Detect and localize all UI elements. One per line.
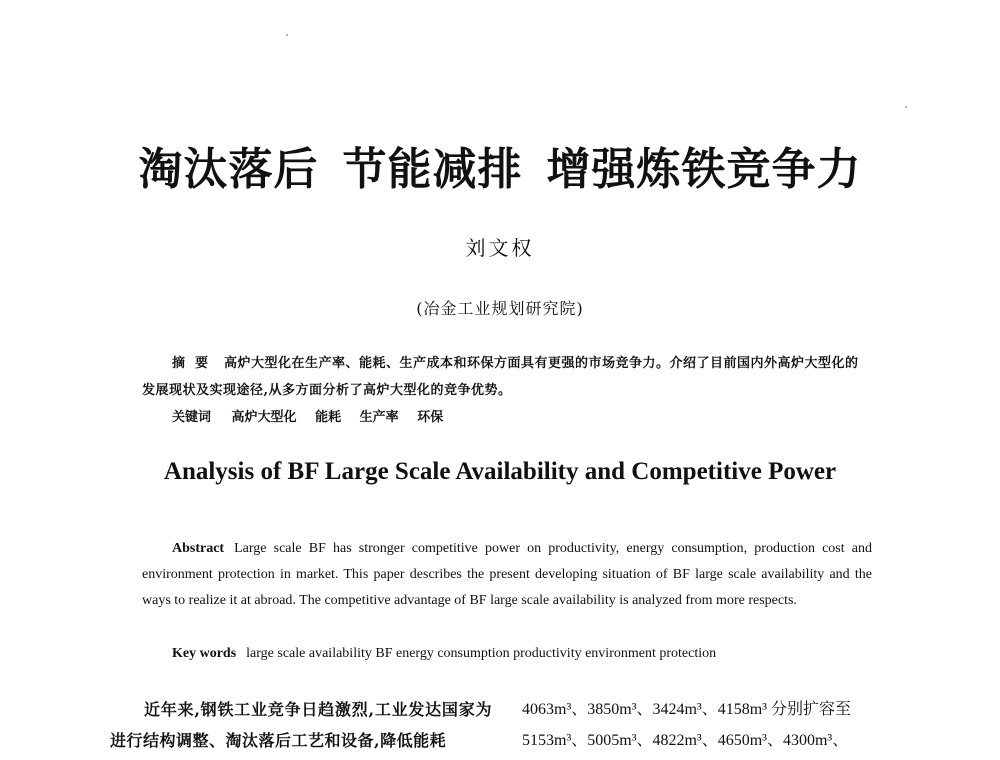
chinese-keyword: 生产率 <box>359 410 399 425</box>
author-name: 刘文权 <box>465 236 535 260</box>
chinese-keywords-label: 关键词 <box>172 410 212 425</box>
body-right-line: 4063m³、3850m³、3424m³、4158m³ 分别扩容至 <box>522 701 851 718</box>
chinese-keyword: 环保 <box>417 410 444 425</box>
english-keywords <box>172 641 716 667</box>
body-right-column <box>522 694 912 756</box>
english-abstract <box>142 536 872 614</box>
english-keywords-text: large scale availability BF energy consumption productivity environment protection <box>246 646 717 661</box>
title-part-1: 淘汰落后 <box>138 144 319 195</box>
english-abstract-text: Large scale BF has stronger competitive power on productivity, energy consumption, production cost and environment protection in market. This paper describes the present developing situation of BF large scale availability and the ways to realize it at abroad. The competitive advantage of BF large scale availability is analyzed from more respects. <box>142 541 872 608</box>
author-affiliation: (冶金工业规划研究院) <box>416 299 584 318</box>
english-keywords-label: Key words <box>172 646 237 661</box>
body-right-line: 5153m³、5005m³、4822m³、4650m³、4300m³、 <box>522 732 849 749</box>
title-part-3: 增强炼铁竞争力 <box>546 144 862 195</box>
chinese-keywords <box>172 404 443 431</box>
english-abstract-label: Abstract <box>172 541 225 556</box>
title-part-2: 节能减排 <box>342 144 523 195</box>
chinese-abstract-text: 高炉大型化在生产率、能耗、生产成本和环保方面具有更强的市场竞争力。介绍了目前国内外高炉大型化的发展现状及实现途径,从多方面分析了高炉大型化的竞争优势。 <box>142 356 859 398</box>
chinese-abstract-label: 摘要 <box>172 356 219 371</box>
chinese-keyword: 能耗 <box>315 410 342 425</box>
english-title: Analysis of BF Large Scale Availability and Competitive Power <box>163 458 837 485</box>
chinese-keyword: 高炉大型化 <box>231 410 297 425</box>
scan-speck <box>286 34 288 36</box>
paper-title <box>0 140 1000 200</box>
chinese-abstract <box>142 350 872 404</box>
scan-speck <box>905 106 907 108</box>
body-left-column: 近年来,钢铁工业竞争日趋激烈,工业发达国家为进行结构调整、淘汰落后工艺和设备,降低能耗 <box>110 700 492 750</box>
